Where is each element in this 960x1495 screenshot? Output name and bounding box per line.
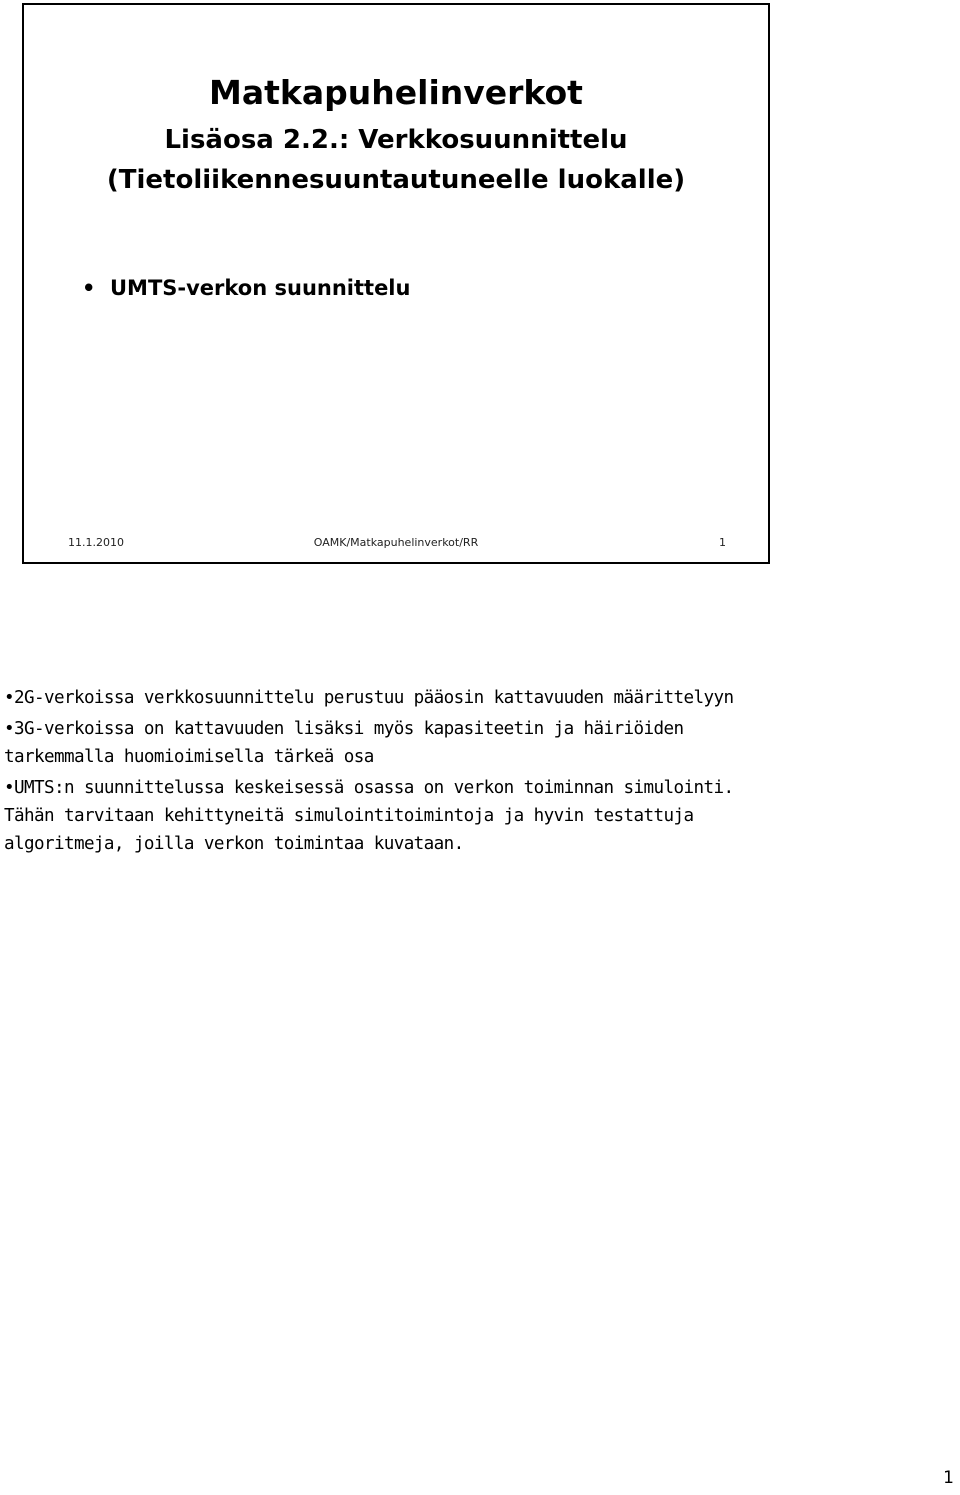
slide-subtitle [24, 120, 768, 200]
slide-bullet [82, 273, 410, 303]
page-number: 1 [943, 1468, 954, 1488]
slide-subtitle-line: Lisäosa 2.2.: Verkkosuunnittelu [164, 125, 628, 155]
slide-subtitle-line: (Tietoliikennesuuntautuneelle luokalle) [106, 165, 686, 195]
note-line: •2G-verkoissa verkkosuunnittelu perustuu pääosin kattavuuden määrittelyyn [4, 688, 734, 708]
slide-footer [24, 533, 768, 553]
slide-title: Matkapuhelinverkot [209, 73, 583, 112]
note-line: algoritmeja, joilla verkon toimintaa kuvataan. [4, 834, 464, 854]
slide-footer-date: 11.1.2010 [68, 536, 124, 549]
slide-footer-number: 1 [719, 536, 726, 549]
note-line: tarkemmalla huomioimisella tärkeä osa [4, 747, 374, 767]
slide-bullet-text: UMTS-verkon suunnittelu [110, 276, 411, 300]
slide-footer-source: OAMK/Matkapuhelinverkot/RR [313, 536, 479, 549]
note-paragraph [4, 774, 954, 858]
bullet-icon: • [82, 276, 96, 300]
note-line: •UMTS:n suunnittelussa keskeisessä osassa on verkon toiminnan simulointi. [4, 778, 734, 798]
note-paragraph [4, 684, 954, 712]
slide-thumbnail [22, 3, 770, 564]
slide-bullet-list [82, 273, 410, 303]
note-line: •3G-verkoissa on kattavuuden lisäksi myös kapasiteetin ja häiriöiden [4, 719, 684, 739]
speaker-notes [4, 684, 954, 861]
note-line: Tähän tarvitaan kehittyneitä simulointitoimintoja ja hyvin testattuja [4, 806, 694, 826]
note-paragraph [4, 715, 954, 771]
